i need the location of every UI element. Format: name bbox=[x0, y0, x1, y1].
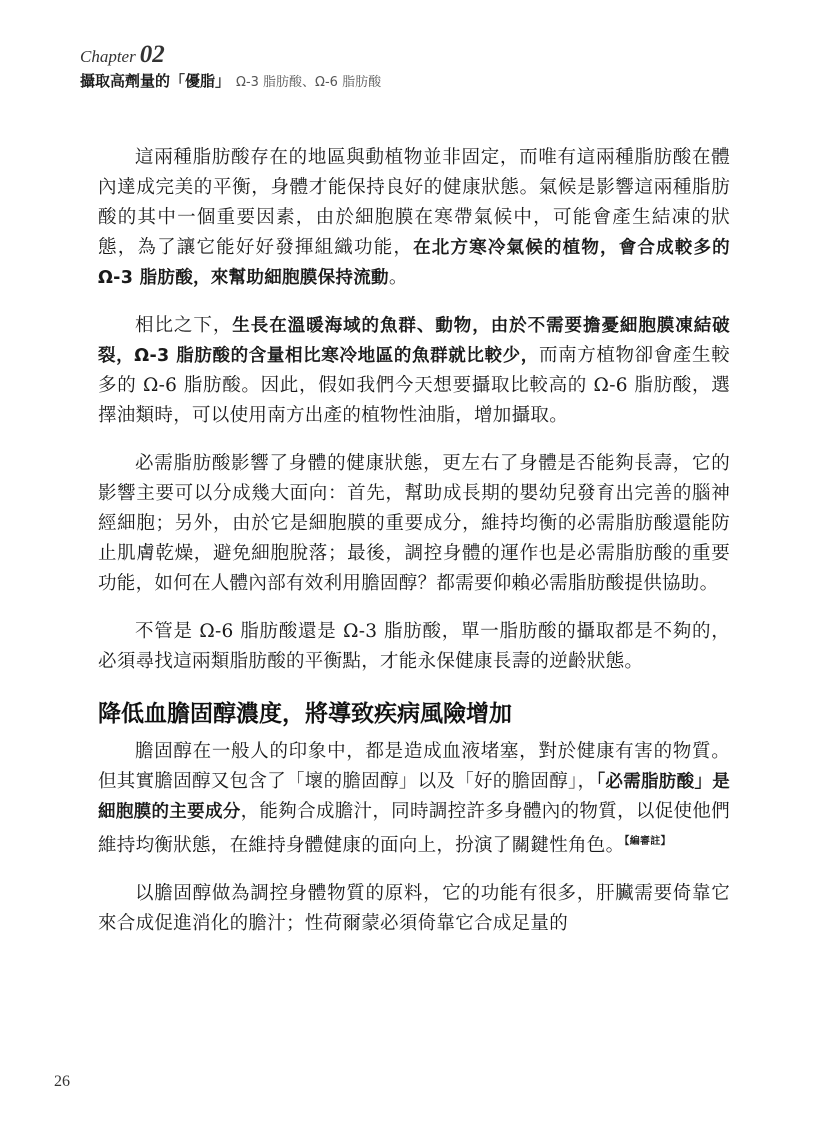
section-heading: 降低血膽固醇濃度，將導致疾病風險增加 bbox=[98, 701, 512, 727]
body-paragraph bbox=[98, 737, 730, 861]
emphasis-text: 生長在溫暖海域的魚群、動物，由於不需要擔憂細胞膜凍結破裂，Ω-3 脂肪酸的含量相比寒冷地區的魚群就比較少， bbox=[98, 316, 730, 366]
text-segment: 以膽固醇做為調控身體物質的原料，它的功能有很多，肝臟需要倚靠它來合成促進消化的膽汁；性荷爾蒙必須倚靠它合成足量的 bbox=[98, 883, 730, 935]
emphasis-text: 「必需脂肪酸」是細胞膜的主要成分 bbox=[98, 772, 731, 822]
text-segment: 而南方植物卻會產生較多的 Ω-6 脂肪酸。因此，假如我們今天想要攝取比較高的 Ω-6 脂肪酸，選擇油類時，可以使用南方出產的植物性油脂，增加攝取。 bbox=[98, 345, 730, 426]
text-segment: 膽固醇在一般人的印象中，都是造成血液堵塞，對於健康有害的物質。但其實膽固醇又包含了「壞的膽固醇」以及「好的膽固醇」， bbox=[98, 741, 730, 792]
text-segment: 不管是 Ω-6 脂肪酸還是 Ω-3 脂肪酸，單一脂肪酸的攝取都是不夠的，必須尋找這兩類脂肪酸的平衡點，才能永保健康長壽的逆齡狀態。 bbox=[98, 621, 730, 672]
chapter-word: Chapter bbox=[80, 47, 136, 66]
body-paragraph bbox=[98, 617, 730, 677]
text-segment: 。 bbox=[388, 267, 408, 288]
chapter-label bbox=[80, 42, 760, 68]
text-segment: 這兩種脂肪酸存在的地區與動植物並非固定，而唯有這兩種脂肪酸在體內達成完美的平衡，身體才能保持良好的健康狀態。氣候是影響這兩種脂肪酸的其中一個重要因素，由於細胞膜在寒帶氣候中，可能會產生結凍的狀態，為了讓它能好好發揮組織功能， bbox=[98, 147, 730, 258]
body-paragraph bbox=[98, 449, 730, 599]
body-paragraph bbox=[98, 311, 730, 431]
body-paragraph bbox=[98, 879, 730, 939]
text-segment: 相比之下， bbox=[135, 315, 233, 336]
chapter-number: 02 bbox=[139, 41, 165, 68]
text-segment: ，能夠合成膽汁，同時調控許多身體內的物質，以促使他們維持均衡狀態，在維持身體健康的面向上，扮演了關鍵性角色。 bbox=[98, 801, 730, 857]
page-number: 26 bbox=[54, 1073, 70, 1090]
text-segment: 必需脂肪酸影響了身體的健康狀態，更左右了身體是否能夠長壽，它的影響主要可以分成幾大面向：首先，幫助成長期的嬰幼兒發育出完善的腦神經細胞；另外，由於它是細胞膜的重要成分，維持均衡的必需脂肪酸還能防止肌膚乾燥，避免細胞脫落；最後，調控身體的運作也是必需脂肪酸的重要功能，如何在人體內部有效利用膽固醇？都需要仰賴必需脂肪酸提供協助。 bbox=[98, 453, 730, 594]
running-header bbox=[80, 42, 760, 94]
chapter-subtitle-main: 攝取高劑量的「優脂」 bbox=[80, 72, 231, 90]
page-body bbox=[98, 143, 730, 957]
body-paragraph bbox=[98, 143, 730, 293]
chapter-subtitle bbox=[80, 70, 760, 94]
chapter-subtitle-extra: Ω-3 脂肪酸、Ω-6 脂肪酸 bbox=[236, 75, 382, 90]
emphasis-text: 在北方寒冷氣候的植物，會合成較多的 Ω-3 脂肪酸，來幫助細胞膜保持流動 bbox=[98, 238, 730, 288]
editor-note-marker: 【編審註】 bbox=[624, 836, 671, 847]
